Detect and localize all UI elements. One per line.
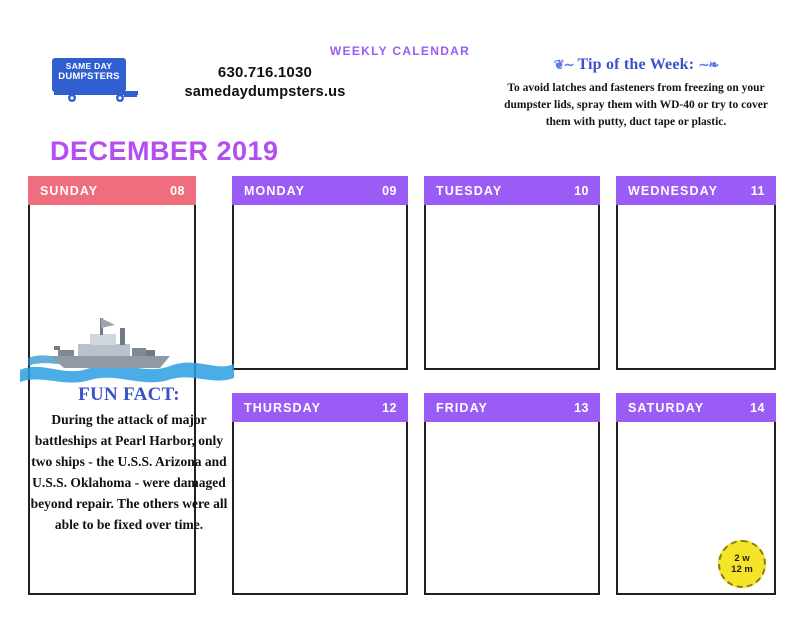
day-name: SATURDAY [628, 400, 705, 415]
day-name: THURSDAY [244, 400, 322, 415]
fun-fact-body: During the attack of major battleships at Pearl Harbor, only two ships - the U.S.S. Arizona and U.S.S. Oklahoma - were damaged beyond repair. The others were all able to be fixed over time. [30, 412, 228, 532]
day-body-thursday[interactable] [232, 422, 408, 595]
day-name: MONDAY [244, 183, 306, 198]
day-name: TUESDAY [436, 183, 503, 198]
logo-line-1: SAME DAY [65, 61, 113, 71]
website-url[interactable]: samedaydumpsters.us [184, 84, 346, 100]
logo-box [52, 58, 126, 92]
day-header-thursday [232, 393, 408, 422]
day-header-saturday [616, 393, 776, 422]
day-cell-wednesday[interactable] [616, 176, 776, 370]
day-header-sunday [28, 176, 196, 205]
day-number: 09 [382, 183, 397, 198]
day-number: 11 [750, 183, 765, 198]
day-body-wednesday[interactable] [616, 205, 776, 370]
logo-line-2: DUMPSTERS [58, 71, 120, 82]
fun-fact-title: FUN FACT: [78, 384, 180, 405]
company-logo [52, 58, 138, 104]
day-header-monday [232, 176, 408, 205]
day-name: SUNDAY [40, 183, 99, 198]
day-number: 14 [750, 400, 765, 415]
badge-line-1: 2 w [734, 553, 750, 564]
tip-heading: Tip of the Week: [577, 56, 695, 73]
tip-heading-row [494, 56, 778, 74]
day-number: 12 [382, 400, 397, 415]
status-badge [718, 540, 766, 588]
contact-info [150, 64, 380, 100]
tip-body: To avoid latches and fasteners from freezing on your dumpster lids, spray them with WD-40 or try to cover them with putty, duct tape or plastic. [504, 82, 768, 128]
day-header-friday [424, 393, 600, 422]
phone-number[interactable]: 630.716.1030 [217, 64, 313, 81]
day-number: 08 [170, 183, 185, 198]
flourish-right-icon: ∼❧ [698, 57, 719, 73]
dump-truck-icon [54, 91, 138, 103]
day-number: 13 [574, 400, 589, 415]
day-cell-tuesday[interactable] [424, 176, 600, 370]
badge-line-2: 12 m [731, 564, 753, 575]
day-header-tuesday [424, 176, 600, 205]
day-body-friday[interactable] [424, 422, 600, 595]
fun-fact [26, 384, 232, 535]
battleship-icon [20, 300, 234, 392]
tip-of-the-week [494, 56, 778, 131]
month-title: DECEMBER 2019 [50, 136, 279, 166]
flourish-left-icon: ❦∼ [553, 57, 574, 73]
day-name: WEDNESDAY [628, 183, 719, 198]
day-cell-monday[interactable] [232, 176, 408, 370]
page-title: WEEKLY CALENDAR [329, 44, 471, 58]
day-body-monday[interactable] [232, 205, 408, 370]
day-cell-thursday[interactable] [232, 393, 408, 595]
day-header-wednesday [616, 176, 776, 205]
day-name: FRIDAY [436, 400, 488, 415]
day-number: 10 [574, 183, 589, 198]
day-body-tuesday[interactable] [424, 205, 600, 370]
day-cell-friday[interactable] [424, 393, 600, 595]
